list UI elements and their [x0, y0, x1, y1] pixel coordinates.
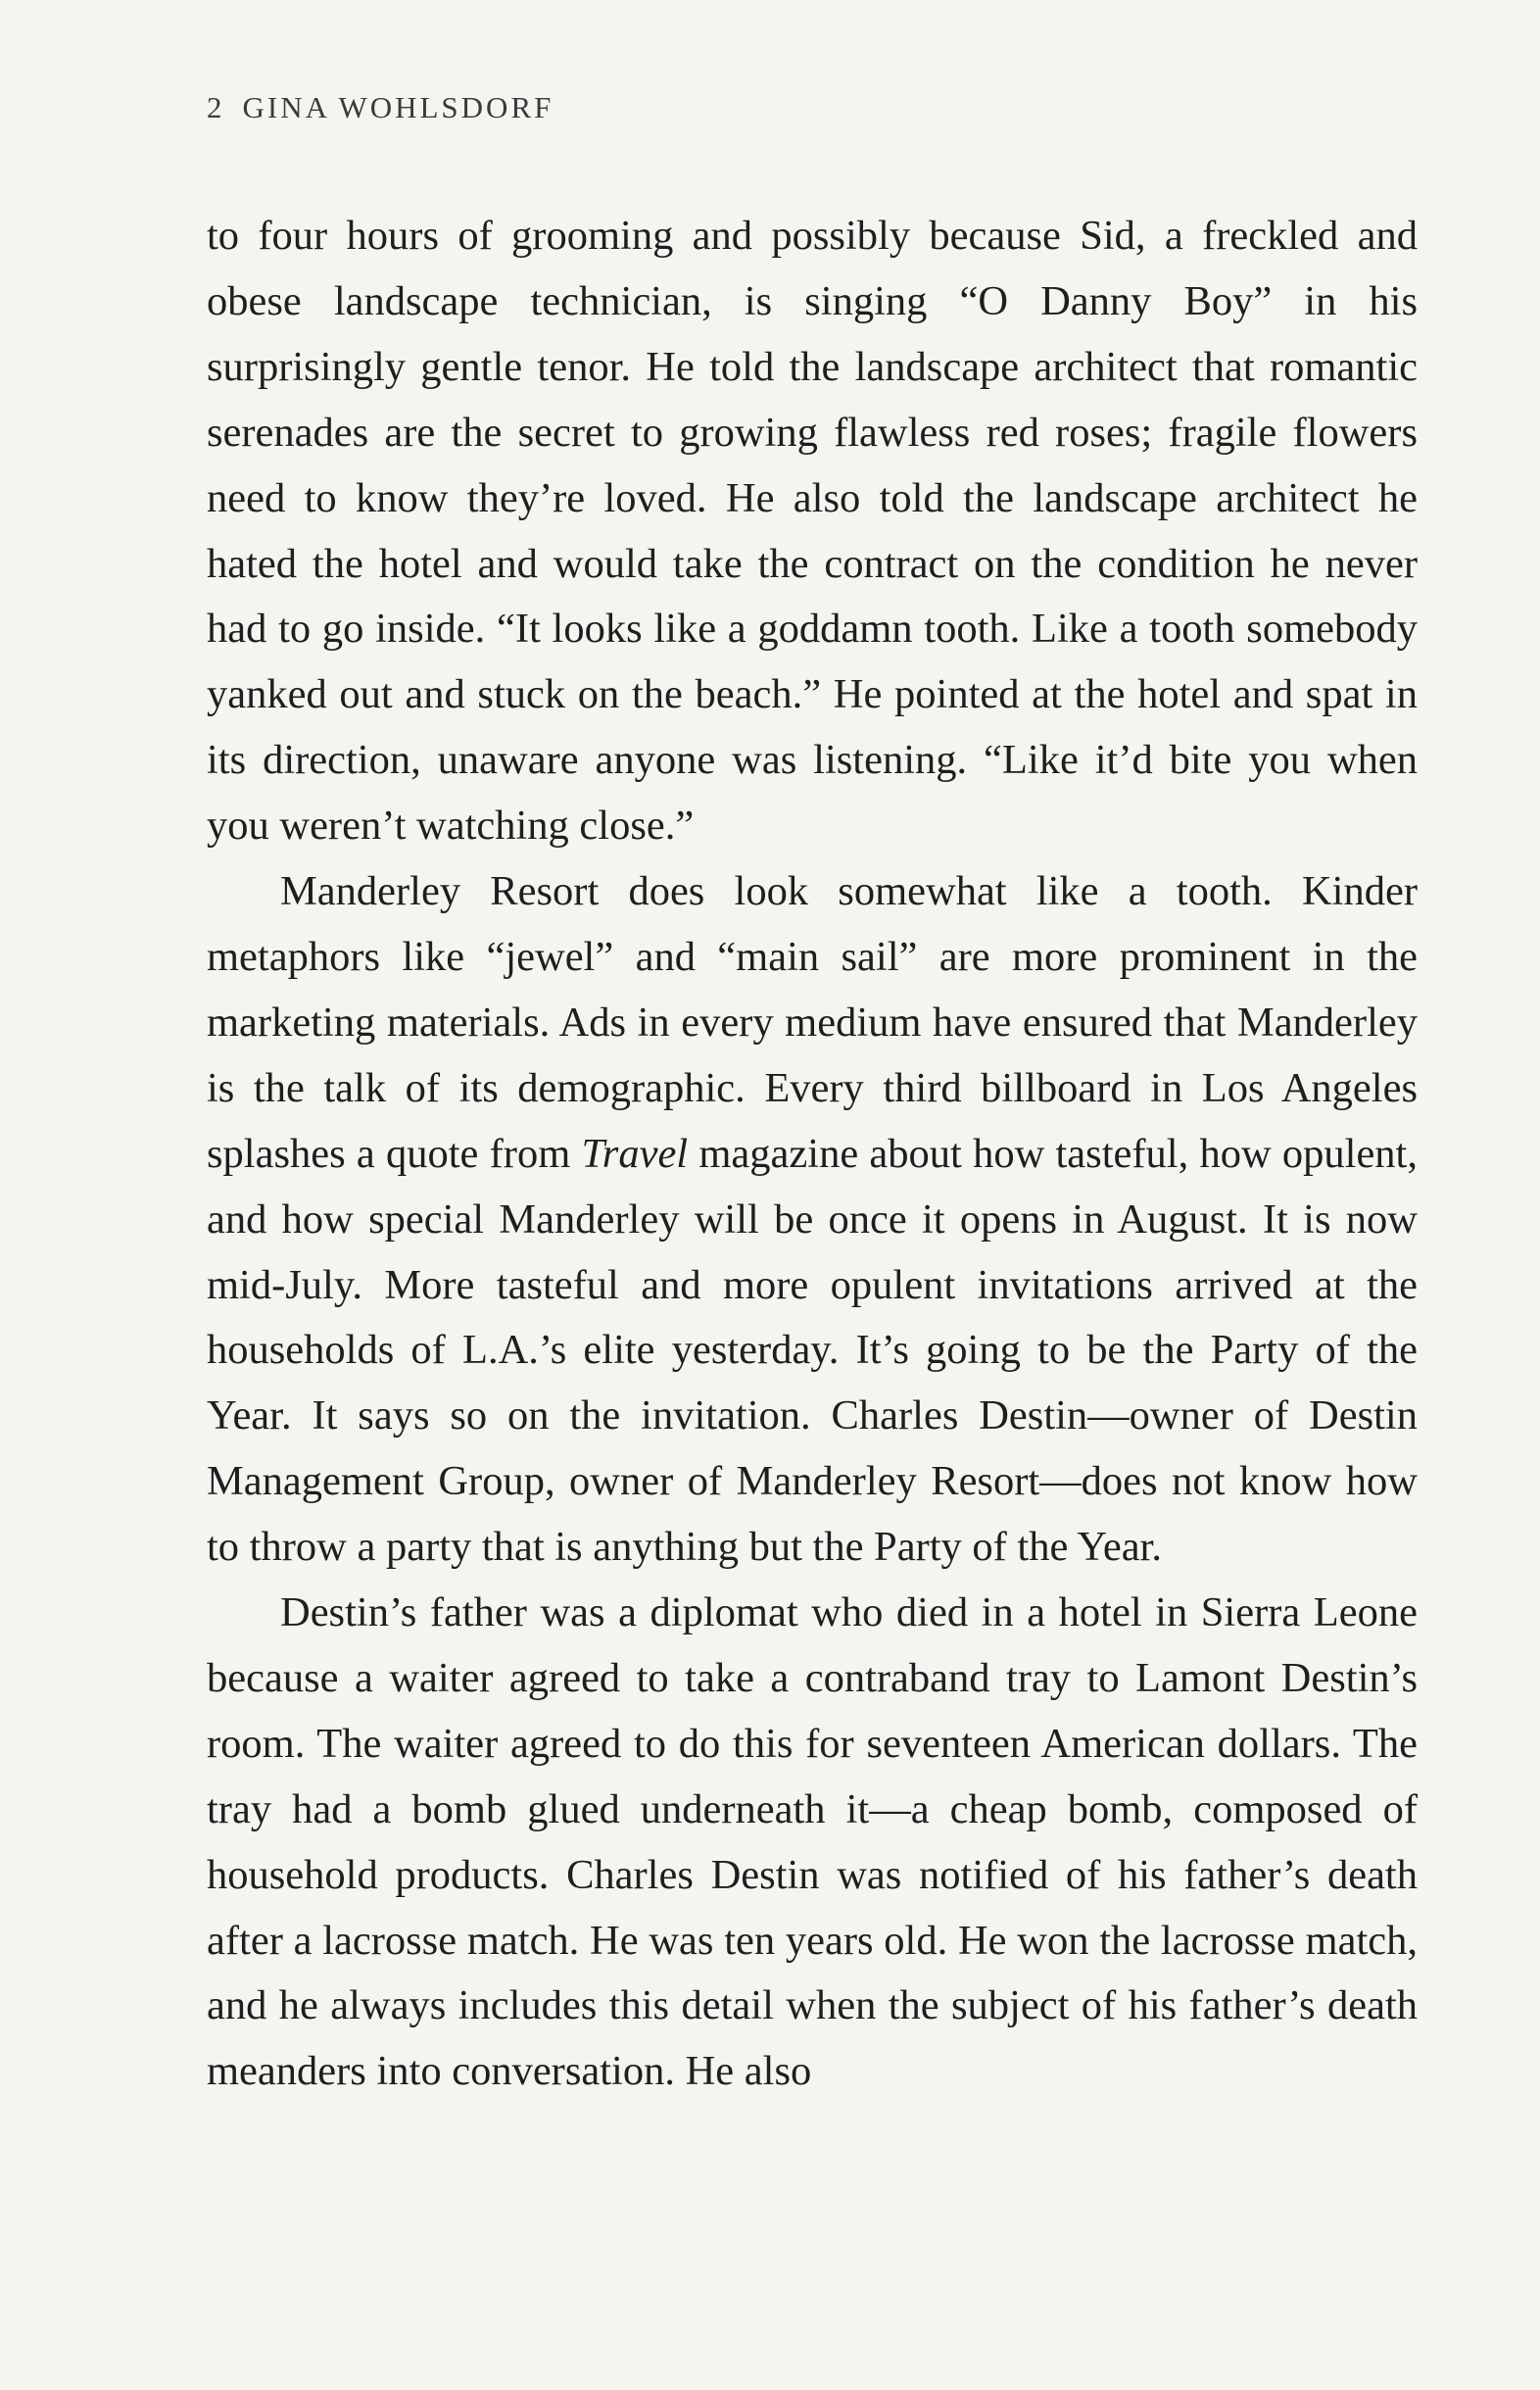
body-text	[207, 204, 1418, 2105]
author-name: GINA WOHLSDORF	[242, 90, 554, 124]
paragraph-text: Destin’s father was a diplomat who died in a hotel in Sierra Leone because a waiter agreed to take a contraband tray to Lamont Destin’s room. The waiter agreed to do this for seventeen American dollars. The tray had a bomb glued underneath it—a cheap bomb, composed of household products. Charles Destin was notified of his father’s death after a lacrosse match. He was ten years old. He won the lacrosse match, and he always includes this detail when the subject of his father’s death meanders into conversation. He also	[207, 1589, 1418, 2095]
page-number: 2	[207, 90, 225, 124]
running-head	[207, 90, 553, 125]
magazine-title: Travel	[581, 1130, 689, 1177]
paragraph-text: Manderley Resort does look somewhat like a tooth. Kinder metaphors like “jewel” and “main sail” are more prominent in the marketing materials. Ads in every medium have ensured that Manderley is the talk of its demographic. Every third billboard in Los Angeles splashes a quote from	[207, 868, 1418, 1177]
paragraph-text: magazine about how tasteful, how opulent, and how special Manderley will be once it opens in August. It is now mid-July. More tasteful and more opulent invitations arrived at the households of L.A.’s elite yesterday. It’s going to be the Party of the Year. It says so on the invitation. Charles Destin—owner of Destin Management Group, owner of Manderley Resort—does not know how to throw a party that is anything but the Party of the Year.	[207, 1130, 1418, 1571]
paragraph-3	[207, 1581, 1418, 2105]
paragraph-2	[207, 859, 1418, 1581]
paragraph-1	[207, 204, 1418, 859]
paragraph-text: to four hours of grooming and possibly because Sid, a freckled and obese landscape technician, is singing “O Danny Boy” in his surprisingly gentle tenor. He told the landscape architect that romantic serenades are the secret to growing flawless red roses; fragile flowers need to know they’re loved. He also told the landscape architect he hated the hotel and would take the contract on the condition he never had to go inside. “It looks like a goddamn tooth. Like a tooth somebody yanked out and stuck on the beach.” He pointed at the hotel and spat in its direction, unaware anyone was listening. “Like it’d bite you when you weren’t watching close.”	[207, 213, 1418, 850]
